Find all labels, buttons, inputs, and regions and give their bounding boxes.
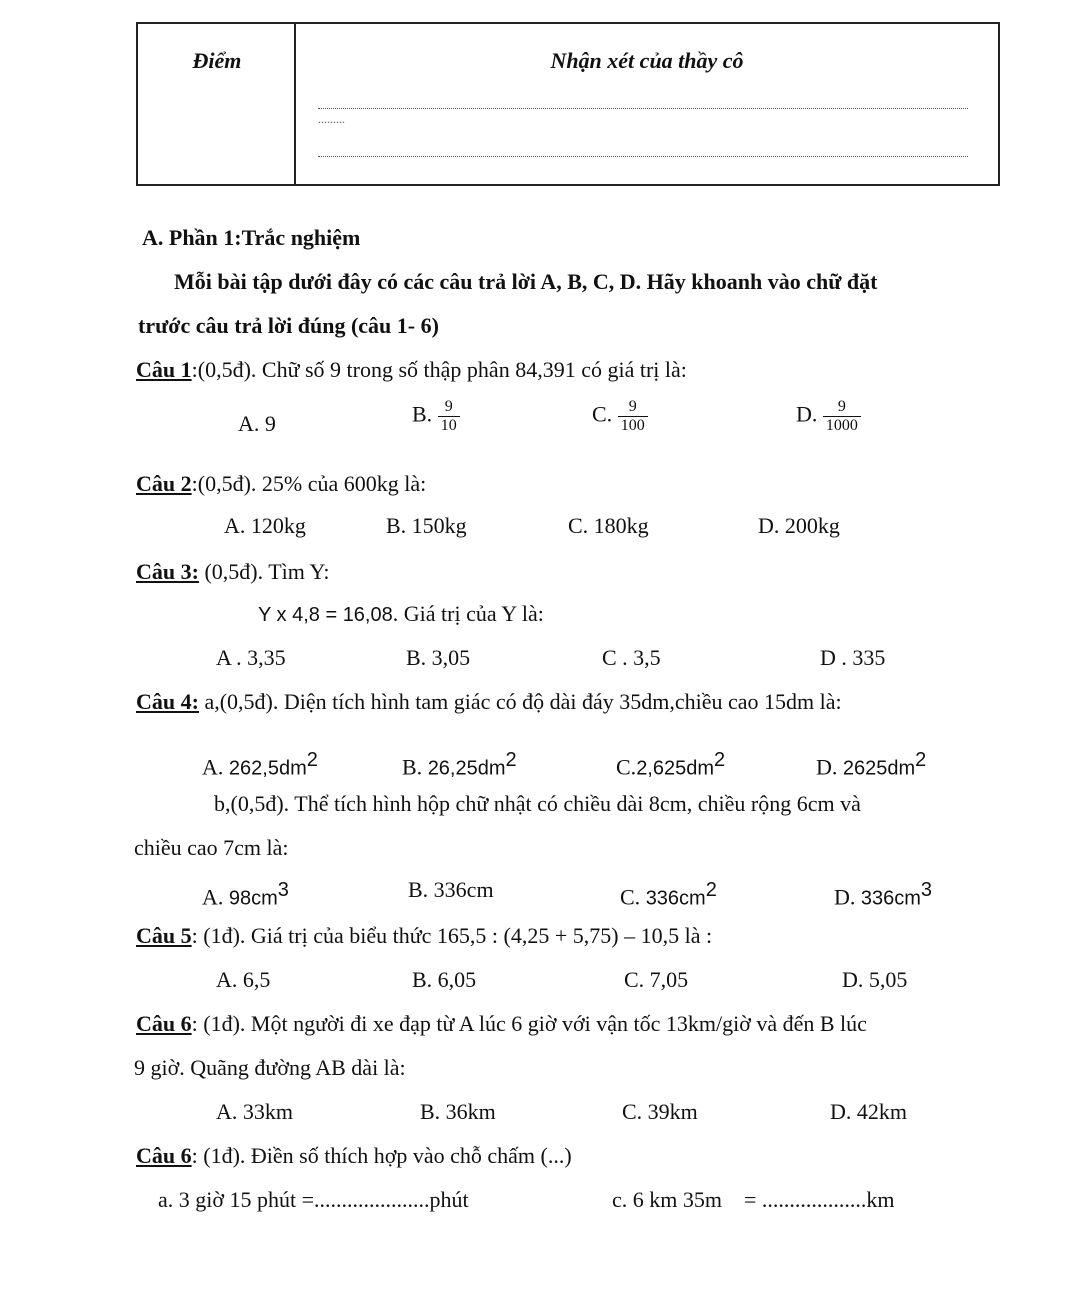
question-1	[136, 356, 687, 384]
q2-option-c: C. 180kg	[568, 513, 649, 538]
question-6-label: Câu 6	[136, 1011, 192, 1036]
comment-dotted-line-2	[318, 156, 968, 157]
q5-option-a: A. 6,5	[216, 967, 271, 992]
q3-option-b: B. 3,05	[406, 645, 471, 670]
question-4-text: a,(0,5đ). Diện tích hình tam giác có độ dài đáy 35dm,chiều cao 15dm là:	[198, 689, 842, 714]
q1-option-d	[796, 398, 861, 435]
score-comment-table	[136, 22, 1000, 186]
q6-option-b: B. 36km	[420, 1099, 496, 1124]
question-4b-text-1: b,(0,5đ). Thể tích hình hộp chữ nhật có chiều dài 8cm, chiều rộng 6cm và	[214, 791, 861, 816]
q4a-option-c	[616, 746, 725, 782]
option-value: 336cm	[645, 887, 706, 910]
option-exponent: 2	[705, 879, 717, 901]
comment-dotted-line-1	[318, 108, 968, 109]
q4b-option-d	[834, 876, 932, 912]
option-value: 262,5dm	[228, 757, 307, 780]
q2-option-b: B. 150kg	[386, 513, 467, 538]
option-value: 2625dm	[842, 757, 916, 780]
instruction-line-2: trước câu trả lời đúng (câu 1- 6)	[138, 313, 439, 338]
q3-option-c: C . 3,5	[602, 645, 661, 670]
option-exponent: 3	[920, 879, 933, 901]
fraction-denominator: 100	[620, 417, 645, 434]
q5-option-d: D. 5,05	[842, 967, 908, 992]
q4b-option-a	[202, 876, 289, 912]
question-2-label: Câu 2	[136, 471, 192, 496]
score-label: Điểm	[192, 48, 242, 73]
q1-option-b-fraction	[438, 398, 460, 435]
question-4	[136, 688, 842, 716]
option-value: 26,25dm	[427, 757, 506, 780]
option-prefix: B.	[402, 754, 423, 780]
q6-option-d: D. 42km	[830, 1099, 907, 1124]
q4a-option-d	[816, 746, 926, 782]
equation-math: Y x 4,8 = 16,08	[258, 604, 393, 626]
q1-option-b	[412, 398, 460, 435]
q5-option-c: C. 7,05	[624, 967, 689, 992]
q4a-option-b	[402, 746, 517, 782]
question-7	[136, 1142, 572, 1170]
question-5	[136, 922, 712, 950]
option-value: 336cm	[860, 887, 921, 910]
question-6	[136, 1010, 867, 1038]
section-title: A. Phần 1:Trắc nghiệm	[142, 225, 361, 250]
question-6-text-1: : (1đ). Một người đi xe đạp từ A lúc 6 giờ với vận tốc 13km/giờ và đến B lúc	[191, 1011, 867, 1036]
fraction-denominator: 10	[440, 417, 457, 434]
option-value: 98cm	[228, 887, 278, 910]
option-exponent: 2	[306, 749, 318, 771]
option-prefix: C.	[620, 884, 641, 910]
option-exponent: 2	[714, 749, 726, 771]
option-prefix: A.	[202, 884, 224, 910]
question-1-text: :(0,5đ). Chữ số 9 trong số thập phân 84,391 có giá trị là:	[191, 357, 687, 382]
option-prefix: D.	[816, 754, 838, 780]
q1-option-d-fraction	[823, 398, 861, 435]
equation-tail: . Giá trị của Y là:	[392, 601, 544, 626]
fraction-numerator: 9	[618, 398, 648, 417]
q3-option-a: A . 3,35	[216, 645, 286, 670]
q1-option-d-prefix: D.	[796, 401, 818, 427]
q3-option-d: D . 335	[820, 645, 886, 670]
q4b-option-c	[620, 876, 717, 912]
q1-option-a: A. 9	[238, 411, 276, 436]
question-3-equation	[258, 600, 544, 629]
option-prefix: C.	[616, 754, 637, 780]
q1-option-c	[592, 398, 648, 435]
q7-item-c: c. 6 km 35m = ...................km	[612, 1187, 895, 1212]
q4a-option-a	[202, 746, 318, 782]
question-7-text: : (1đ). Điền số thích hợp vào chỗ chấm (...)	[191, 1143, 572, 1168]
instruction-line-1: Mỗi bài tập dưới đây có các câu trả lời A, B, C, D. Hãy khoanh vào chữ đặt	[174, 269, 878, 294]
question-3	[136, 558, 330, 586]
question-3-label: Câu 3:	[136, 559, 199, 584]
question-7-label: Câu 6	[136, 1143, 192, 1168]
option-exponent: 2	[915, 749, 927, 771]
question-5-label: Câu 5	[136, 923, 192, 948]
q4b-option-b: B. 336cm	[408, 877, 494, 902]
question-4-label: Câu 4:	[136, 689, 199, 714]
fraction-numerator: 9	[823, 398, 861, 417]
fraction-denominator: 1000	[825, 417, 858, 434]
q2-option-d: D. 200kg	[758, 513, 840, 538]
q7-item-a: a. 3 giờ 15 phút =.....................phút	[158, 1187, 469, 1212]
comment-dots-short: .........	[318, 112, 345, 126]
option-value: 2,625dm	[636, 757, 715, 780]
option-exponent: 3	[277, 879, 289, 901]
q1-option-b-prefix: B.	[412, 401, 433, 427]
question-4b-text-2: chiều cao 7cm là:	[134, 835, 289, 860]
fraction-numerator: 9	[438, 398, 460, 417]
q1-option-c-fraction	[618, 398, 648, 435]
q6-option-c: C. 39km	[622, 1099, 698, 1124]
option-exponent: 2	[505, 749, 517, 771]
question-2-text: :(0,5đ). 25% của 600kg là:	[191, 471, 427, 496]
q2-option-a: A. 120kg	[224, 513, 306, 538]
q1-option-c-prefix: C.	[592, 401, 613, 427]
comment-label: Nhận xét của thầy cô	[550, 48, 744, 73]
question-6-text-2: 9 giờ. Quãng đường AB dài là:	[134, 1055, 406, 1080]
question-3-text: (0,5đ). Tìm Y:	[198, 559, 330, 584]
q6-option-a: A. 33km	[216, 1099, 293, 1124]
question-2	[136, 470, 426, 498]
option-prefix: A.	[202, 754, 224, 780]
q5-option-b: B. 6,05	[412, 967, 477, 992]
option-prefix: D.	[834, 884, 856, 910]
question-5-text: : (1đ). Giá trị của biểu thức 165,5 : (4,25 + 5,75) – 10,5 là :	[191, 923, 713, 948]
question-1-label: Câu 1	[136, 357, 192, 382]
